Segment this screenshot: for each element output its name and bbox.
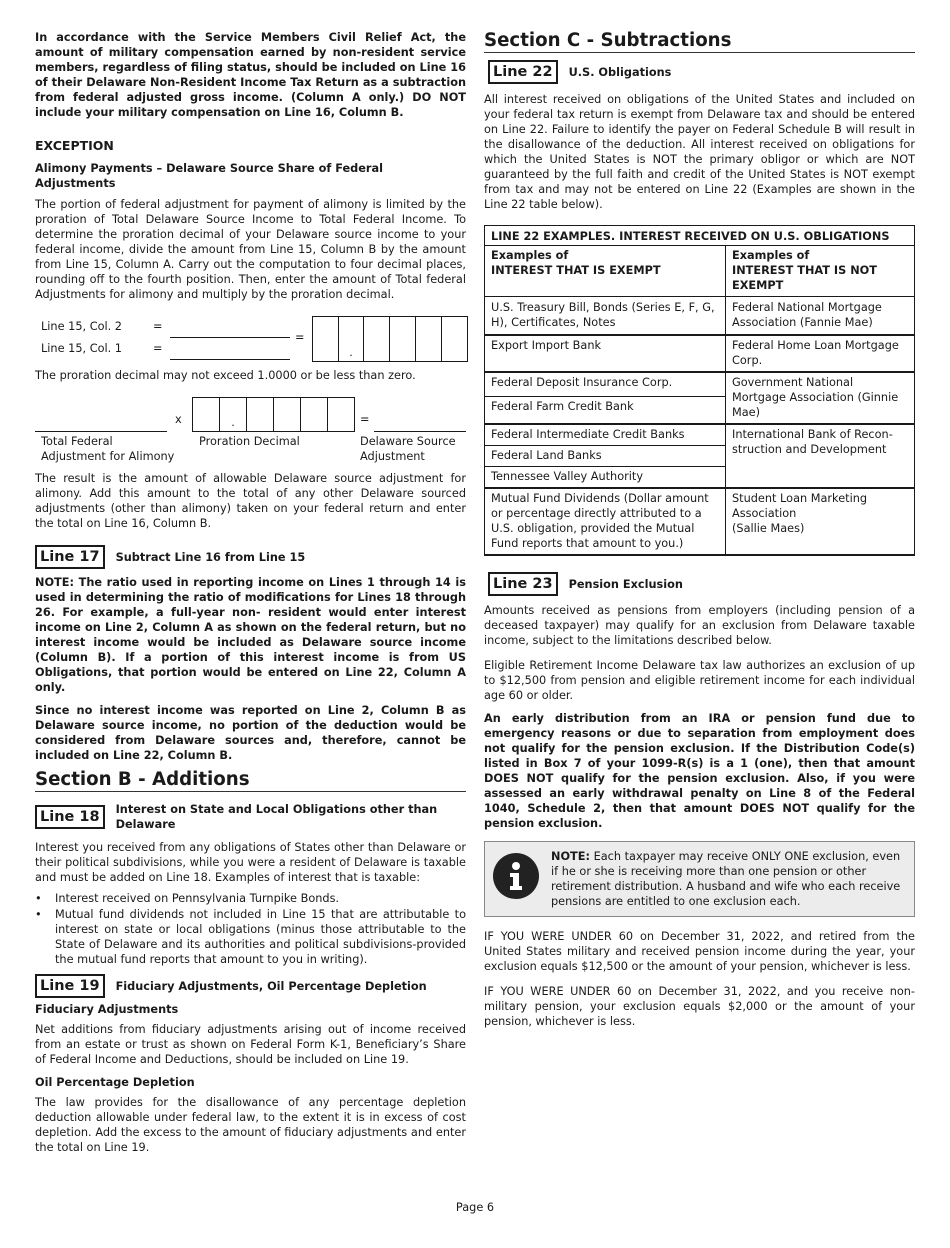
alimony-heading: Alimony Payments – Delaware Source Share of Federal Adjustments xyxy=(35,162,383,190)
note-label: NOTE: xyxy=(551,850,590,863)
total-federal-caption: Adjustment for Alimony xyxy=(41,450,175,463)
line23-paragraph-5: IF YOU WERE UNDER 60 on December 31, 2022, and you receive non-military pension, your exclusion equals $2,000 or the amount of your pension, whichever is less. xyxy=(484,985,915,1028)
exempt-cell: Mutual Fund Dividends (Dollar amount or percentage directly attributed to a U.S. obligation, provided the Mutual Fund reports that amount to you.) xyxy=(485,488,726,555)
equals-sign: = xyxy=(295,331,305,344)
line23-box: Line 23 xyxy=(488,572,558,596)
exempt-cell: Export Import Bank xyxy=(485,335,726,372)
line18-examples xyxy=(35,891,466,967)
total-federal-caption: Total Federal xyxy=(41,435,113,448)
intro-paragraph: In accordance with the Service Members Civil Relief Act, the amount of military compensation earned by non-resident service members, regardless of filing status, should be included on Line 16 of their Delaware Non-Resident Income Tax Return as a subtraction from federal adjusted gross income. (Column A only.) DO NOT include your military compensation on Line 16, Column B. xyxy=(35,31,466,119)
fiduciary-paragraph: Net additions from fiduciary adjustments arising out of income received from an estate or trust as shown on Federal Form K-1, Beneficiary’s Share of Federal Income and Deductions, should be included on Line 19. xyxy=(35,1023,466,1066)
table-title: LINE 22 EXAMPLES. INTEREST RECEIVED ON U.S. OBLIGATIONS xyxy=(485,226,915,246)
proration-note: The proration decimal may not exceed 1.0000 or be less than zero. xyxy=(35,369,416,382)
line23-paragraph-1: Amounts received as pensions from employers (including pension of a deceased taxpayer) may qualify for an exclusion from Delaware taxable income, subject to the limitations described below. xyxy=(484,604,915,647)
line15-col2-label: Line 15, Col. 2 xyxy=(41,320,122,333)
decimal-point: . xyxy=(349,346,353,359)
line19-header xyxy=(35,974,466,998)
line23-header xyxy=(484,572,915,596)
proration-calculation xyxy=(35,316,466,362)
exempt-cell: Federal Intermediate Credit Banks xyxy=(485,424,726,446)
total-federal-line[interactable] xyxy=(35,431,167,432)
exempt-cell: Federal Land Banks xyxy=(485,446,726,467)
line18-title: Interest on State and Local Obligations other than Delaware xyxy=(115,803,438,831)
pension-note-box xyxy=(484,841,915,917)
table-row xyxy=(485,424,915,446)
note-text: Each taxpayer may receive ONLY ONE exclusion, even if he or she is receiving more than one pension or other retirement distribution. A husband and wife who each receive pensions are entitled to one exclusion each. xyxy=(551,850,901,908)
table-row xyxy=(485,372,915,397)
line17-title: Subtract Line 16 from Line 15 xyxy=(115,550,306,564)
not-exempt-header xyxy=(726,246,915,297)
proration-decimal-boxes[interactable] xyxy=(312,316,468,362)
alimony-calculation xyxy=(35,397,466,471)
line22-examples-table xyxy=(484,225,915,556)
pension-note xyxy=(551,849,902,909)
left-column xyxy=(35,30,466,1155)
oil-depletion-heading: Oil Percentage Depletion xyxy=(35,1076,195,1089)
not-exempt-cell xyxy=(726,488,915,555)
times-sign: x xyxy=(175,413,182,426)
not-exempt-cell: Federal Home Loan Mortgage Corp. xyxy=(726,335,915,372)
table-row xyxy=(485,297,915,336)
exempt-header-line: INTEREST THAT IS EXEMPT xyxy=(491,264,661,277)
line18-box: Line 18 xyxy=(35,805,105,829)
denominator-line[interactable] xyxy=(170,359,290,360)
exempt-cell: Tennessee Valley Authority xyxy=(485,467,726,489)
right-column xyxy=(484,30,915,1029)
line15-col1-label: Line 15, Col. 1 xyxy=(41,342,122,355)
fiduciary-heading: Fiduciary Adjustments xyxy=(35,1003,179,1016)
exempt-cell: Federal Deposit Insurance Corp. xyxy=(485,372,726,397)
list-item: • Mutual fund dividends not included in Line 15 that are attributable to interest on state or local obligations (minus those attributable to the State of Delaware and its authorities and political subdivisions-provided the mutual fund reports that amount to you in writing). xyxy=(35,907,466,967)
line18-paragraph: Interest you received from any obligations of States other than Delaware or their political subdivisions, while you were a resident of Delaware is taxable and must be added on Line 18. Examples of interest that is taxable: xyxy=(35,841,466,884)
delaware-source-caption: Delaware Source xyxy=(360,435,456,448)
page-number: Page 6 xyxy=(455,1201,495,1214)
not-exempt-line: (Sallie Maes) xyxy=(732,522,805,535)
line17-box: Line 17 xyxy=(35,545,105,569)
line23-paragraph-4: IF YOU WERE UNDER 60 on December 31, 2022, and retired from the United States military and received pension income during the year, your exclusion equals $12,500 or the amount of your pension, whichever is less. xyxy=(484,930,915,973)
line22-box: Line 22 xyxy=(488,60,558,84)
line22-header xyxy=(484,60,915,84)
numerator-line[interactable] xyxy=(170,337,290,338)
not-exempt-line: Student Loan Marketing Association xyxy=(732,492,868,520)
exempt-header-line: Examples of xyxy=(491,249,569,262)
proration-caption: Proration Decimal xyxy=(199,435,300,448)
line19-title: Fiduciary Adjustments, Oil Percentage Depletion xyxy=(115,979,427,993)
alimony-paragraph: The portion of federal adjustment for payment of alimony is limited by the proration of Total Delaware Source Income to Total Federal Income. To determine the proration decimal of your Delaware source income to your federal income, divide the amount from Line 15, Column B by the amount from Line 15, Column A. Carry out the computation to four decimal places, rounding off to the fourth position. Then, enter the amount of Total federal Adjustments for alimony and multiply by the proration decimal. xyxy=(35,198,466,301)
list-item: • Interest received on Pennsylvania Turnpike Bonds. xyxy=(35,891,466,906)
not-exempt-cell: Government National Mortgage Association (Ginnie Mae) xyxy=(726,372,915,424)
equals-sign: = xyxy=(153,320,163,333)
equals-sign: = xyxy=(153,342,163,355)
proration-decimal-boxes-2[interactable] xyxy=(192,397,355,432)
info-icon xyxy=(493,853,539,899)
line23-paragraph-3: An early distribution from an IRA or pension fund due to emergency reasons or due to separation from employment does not qualify for the pension exclusion. If the Distribution Code(s) listed in Box 7 of your 1099-R(s) is a 1 (one), then that amount DOES NOT qualify for the pension exclusion. Also, if you were assessed an early withdrawal penalty on Line 8 of the Federal 1040, Schedule 2, then that amount DOES NOT qualify for the pension exclusion. xyxy=(484,712,915,830)
delaware-source-line[interactable] xyxy=(374,431,466,432)
section-b-heading: Section B - Additions xyxy=(35,769,466,792)
line18-header xyxy=(35,802,466,832)
not-exempt-cell: Federal National Mortgage Association (Fannie Mae) xyxy=(726,297,915,336)
delaware-source-caption: Adjustment xyxy=(360,450,425,463)
result-paragraph: The result is the amount of allowable Delaware source adjustment for alimony. Add this amount to the total of any other Delaware sourced adjustments (other than alimony) taken on your federal return and enter the total on Line 16, Column B. xyxy=(35,472,466,530)
exception-heading: EXCEPTION xyxy=(35,138,114,153)
exempt-header xyxy=(485,246,726,297)
equals-sign: = xyxy=(360,413,370,426)
not-exempt-header-line: INTEREST THAT IS NOT EXEMPT xyxy=(732,264,877,292)
table-row xyxy=(485,488,915,555)
table-row xyxy=(485,335,915,372)
exempt-cell: Federal Farm Credit Bank xyxy=(485,397,726,424)
line23-paragraph-2: Eligible Retirement Income Delaware tax law authorizes an exclusion of up to $12,500 from pension and eligible retirement income for each individual age 60 or older. xyxy=(484,659,915,702)
line22-paragraph: All interest received on obligations of the United States and included on your federal tax return is exempt from Delaware tax and should be entered on Line 22. Failure to identify the payer on Federal Schedule B will result in the disallowance of the deduction. All interest received on obligations for which the United States is NOT the primary obligor or which are NOT guaranteed by the full faith and credit of the United States is NOT exempt from tax and may not be entered on Line 22 (Examples are shown in the Line 22 table below). xyxy=(484,93,915,211)
line17-header xyxy=(35,545,466,569)
not-exempt-cell: International Bank of Recon-struction and Development xyxy=(726,424,915,488)
line17-since: Since no interest income was reported on Line 2, Column B as Delaware source income, no portion of the deduction would be considered from Delaware sources and, therefore, cannot be included on Line 22, Column B. xyxy=(35,704,466,762)
line22-title: U.S. Obligations xyxy=(568,65,672,79)
section-c-heading: Section C - Subtractions xyxy=(484,30,915,53)
oil-depletion-paragraph: The law provides for the disallowance of any percentage depletion deduction allowable under federal law, to the extent it is in excess of cost depletion. Add the excess to the amount of fiduciary adjustments and enter the total on Line 19. xyxy=(35,1096,466,1154)
line17-note: NOTE: The ratio used in reporting income on Lines 1 through 14 is used in determining the ratio of modifications for Lines 18 through 26. For example, a full-year non- resident would enter interest income on Line 2, Column A as shown on the federal return, but no interest income would be included as Delaware source income (Column B). If a portion of this interest income is from US Obligations, that portion would be entered on Line 22, Column A only. xyxy=(35,576,466,694)
line23-title: Pension Exclusion xyxy=(568,577,683,591)
decimal-point: . xyxy=(231,416,235,429)
not-exempt-header-line: Examples of xyxy=(732,249,810,262)
line19-box: Line 19 xyxy=(35,974,105,998)
exempt-cell: U.S. Treasury Bill, Bonds (Series E, F, G, H), Certificates, Notes xyxy=(485,297,726,336)
